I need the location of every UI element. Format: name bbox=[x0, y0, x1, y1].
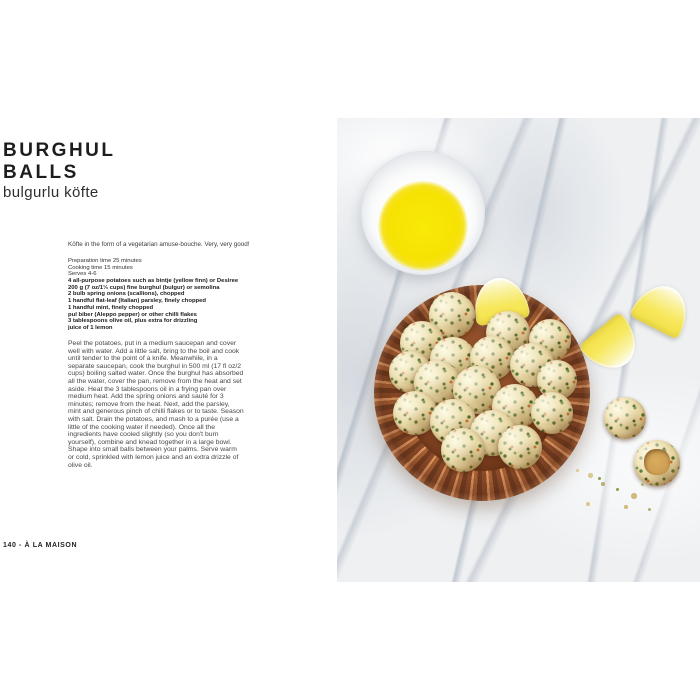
crumb bbox=[601, 482, 605, 486]
recipe-meta-list bbox=[68, 258, 142, 278]
recipe-method: Peel the potatoes, put in a medium saucepan and cover well with water. Add a little salt, bring to the boil and cook until tender to the point of a knife. Meanwhile, in a separate saucepan, cook the burghul in 500 ml (17 fl oz/2 cups) boiling salted water. Once the burghul has absorbed all the water, cover the pan, remove from the heat and set aside. Heat the 3 tablespoons oil in a frying pan over medium heat. Add the spring onions and sauté for 3 minutes; remove from the heat. Next, add the parsley, mint and generous pinch of chilli flakes or to taste. Season with salt. Drain the potatoes, and mash to a purée (use a little of the cooking water if needed). Once all the ingredients have cooled slightly (so you don't burn yourself), combine and knead together in a large bowl. Shape into small balls between your palms. Serve warm or cold, sprinkled with lemon juice and an extra drizzle of olive oil. bbox=[68, 340, 244, 469]
list-item: 3 tablespoons olive oil, plus extra for drizzling bbox=[68, 318, 198, 325]
kofte-ball bbox=[498, 425, 542, 469]
crumb bbox=[576, 469, 579, 472]
list-item: 4 all-purpose potatoes such as bintje (yellow finn) or Desiree bbox=[68, 278, 239, 284]
recipe-subtitle: bulgurlu köfte bbox=[3, 184, 99, 201]
ingredient-list bbox=[68, 278, 238, 332]
crumb bbox=[598, 477, 601, 480]
recipe-title-line2: BALLS bbox=[3, 162, 79, 183]
recipe-photo bbox=[337, 118, 700, 582]
bitten-kofte-ball bbox=[634, 440, 680, 486]
recipe-intro: Köfte in the form of a vegetarian amuse-bouche. Very, very good! bbox=[68, 241, 250, 248]
crumb bbox=[616, 488, 619, 491]
recipe-title bbox=[3, 140, 116, 184]
page-number-footer: 140 - À LA MAISON bbox=[3, 542, 78, 549]
lemon-wedge bbox=[629, 276, 697, 340]
crumb bbox=[586, 502, 590, 506]
list-item: 2 bulb spring onions (scallions), chopped bbox=[68, 291, 185, 298]
crumb bbox=[648, 508, 651, 511]
list-item: Preparation time 25 minutes bbox=[68, 258, 142, 264]
list-item: 200 g (7 oz/1⅓ cups) fine burghul (bulgur) or semolina bbox=[68, 284, 220, 291]
list-item: Serves 4-6 bbox=[68, 271, 97, 278]
crumb bbox=[588, 473, 593, 478]
kofte-ball bbox=[441, 428, 485, 472]
list-item: juice of 1 lemon bbox=[68, 324, 113, 331]
kofte-ball bbox=[604, 397, 646, 439]
list-item: pul biber (Aleppo pepper) or other chilli flakes bbox=[68, 311, 197, 318]
kofte-ball bbox=[531, 392, 573, 434]
crumb bbox=[631, 493, 637, 499]
olive-oil-bowl bbox=[361, 151, 485, 275]
recipe-title-line1: BURGHUL bbox=[3, 140, 116, 161]
list-item: 1 handful mint, finely chopped bbox=[68, 304, 154, 311]
list-item: 1 handful flat-leaf (Italian) parsley, finely chopped bbox=[68, 298, 207, 305]
crumb bbox=[624, 505, 628, 509]
crumb bbox=[641, 483, 644, 486]
lemon-wedge bbox=[578, 312, 648, 380]
list-item: Cooking time 15 minutes bbox=[68, 264, 133, 271]
olive-oil bbox=[378, 181, 468, 271]
